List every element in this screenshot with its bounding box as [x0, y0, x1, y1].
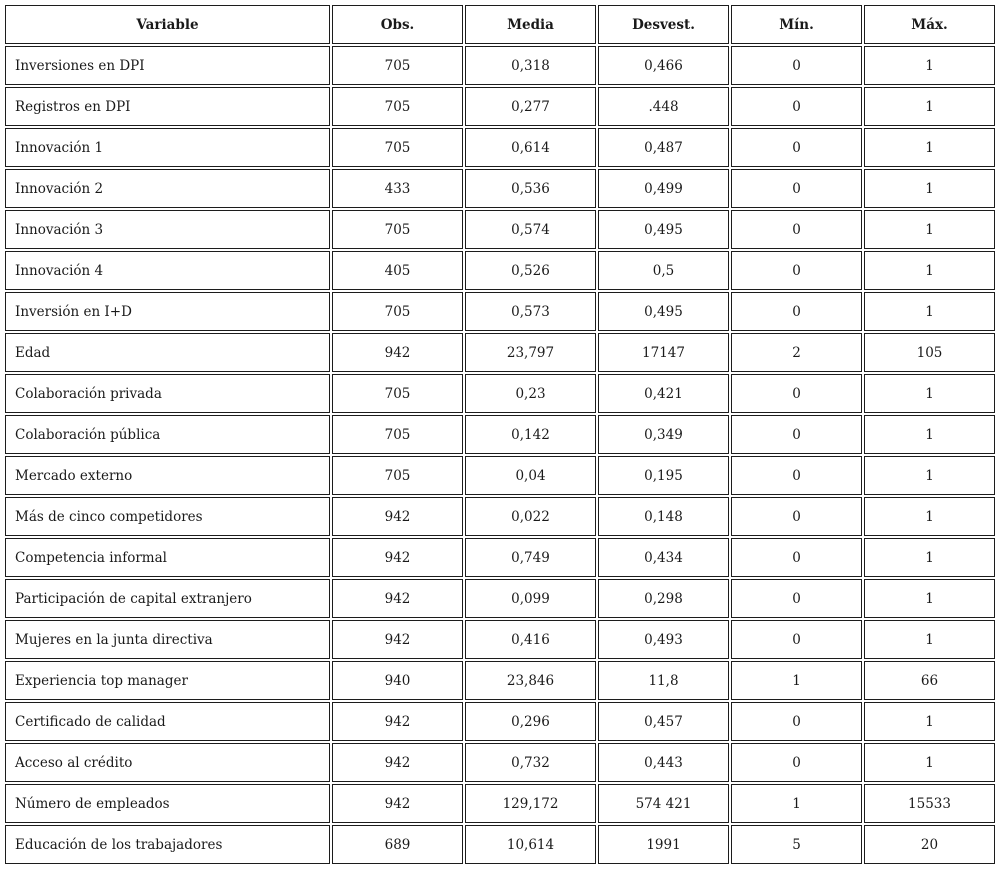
desvest-cell: 0,495: [598, 210, 729, 249]
max-cell: 1: [864, 415, 995, 454]
variable-cell: Número de empleados: [5, 784, 330, 823]
obs-cell: 942: [332, 620, 463, 659]
min-cell: 0: [731, 210, 862, 249]
desvest-cell: 11,8: [598, 661, 729, 700]
min-cell: 5: [731, 825, 862, 864]
desvest-cell: 0,493: [598, 620, 729, 659]
max-cell: 1: [864, 374, 995, 413]
media-cell: 10,614: [465, 825, 596, 864]
desvest-cell: 0,499: [598, 169, 729, 208]
obs-cell: 433: [332, 169, 463, 208]
max-cell: 105: [864, 333, 995, 372]
table-row: [5, 825, 995, 864]
variable-cell: Colaboración pública: [5, 415, 330, 454]
table-row: [5, 415, 995, 454]
media-cell: 0,099: [465, 579, 596, 618]
obs-cell: 942: [332, 784, 463, 823]
min-cell: 2: [731, 333, 862, 372]
table-row: [5, 128, 995, 167]
max-cell: 1: [864, 210, 995, 249]
variable-cell: Inversiones en DPI: [5, 46, 330, 85]
variable-cell: Innovación 3: [5, 210, 330, 249]
obs-cell: 942: [332, 702, 463, 741]
max-cell: 1: [864, 702, 995, 741]
obs-cell: 940: [332, 661, 463, 700]
media-cell: 23,846: [465, 661, 596, 700]
obs-cell: 942: [332, 538, 463, 577]
max-cell: 20: [864, 825, 995, 864]
variable-cell: Innovación 4: [5, 251, 330, 290]
desvest-cell: 0,349: [598, 415, 729, 454]
table-row: [5, 743, 995, 782]
media-cell: 0,23: [465, 374, 596, 413]
max-cell: 1: [864, 292, 995, 331]
obs-cell: 705: [332, 87, 463, 126]
media-cell: 23,797: [465, 333, 596, 372]
table-row: [5, 251, 995, 290]
table-row: [5, 333, 995, 372]
table-row: [5, 169, 995, 208]
header-variable: Variable: [5, 5, 330, 44]
max-cell: 1: [864, 620, 995, 659]
media-cell: 0,614: [465, 128, 596, 167]
obs-cell: 705: [332, 46, 463, 85]
desvest-cell: 0,487: [598, 128, 729, 167]
max-cell: 1: [864, 251, 995, 290]
min-cell: 0: [731, 497, 862, 536]
min-cell: 0: [731, 374, 862, 413]
max-cell: 1: [864, 456, 995, 495]
max-cell: 1: [864, 46, 995, 85]
desvest-cell: .448: [598, 87, 729, 126]
variable-cell: Mercado externo: [5, 456, 330, 495]
min-cell: 0: [731, 415, 862, 454]
variable-cell: Educación de los trabajadores: [5, 825, 330, 864]
variable-cell: Innovación 2: [5, 169, 330, 208]
variable-cell: Participación de capital extranjero: [5, 579, 330, 618]
desvest-cell: 17147: [598, 333, 729, 372]
obs-cell: 942: [332, 579, 463, 618]
desvest-cell: 1991: [598, 825, 729, 864]
desvest-cell: 0,195: [598, 456, 729, 495]
table-row: [5, 456, 995, 495]
table-row: [5, 702, 995, 741]
media-cell: 0,022: [465, 497, 596, 536]
min-cell: 0: [731, 620, 862, 659]
media-cell: 0,536: [465, 169, 596, 208]
media-cell: 0,04: [465, 456, 596, 495]
obs-cell: 689: [332, 825, 463, 864]
table-body: [5, 46, 995, 864]
desvest-cell: 0,434: [598, 538, 729, 577]
table-row: [5, 46, 995, 85]
min-cell: 0: [731, 702, 862, 741]
min-cell: 0: [731, 743, 862, 782]
min-cell: 0: [731, 292, 862, 331]
max-cell: 1: [864, 538, 995, 577]
min-cell: 0: [731, 46, 862, 85]
header-max: Máx.: [864, 5, 995, 44]
variable-cell: Experiencia top manager: [5, 661, 330, 700]
media-cell: 0,142: [465, 415, 596, 454]
min-cell: 1: [731, 661, 862, 700]
table-row: [5, 661, 995, 700]
media-cell: 0,574: [465, 210, 596, 249]
media-cell: 0,573: [465, 292, 596, 331]
header-min: Mín.: [731, 5, 862, 44]
min-cell: 0: [731, 251, 862, 290]
table-row: [5, 784, 995, 823]
desvest-cell: 0,5: [598, 251, 729, 290]
min-cell: 0: [731, 579, 862, 618]
max-cell: 1: [864, 497, 995, 536]
obs-cell: 942: [332, 497, 463, 536]
media-cell: 0,277: [465, 87, 596, 126]
desvest-cell: 0,421: [598, 374, 729, 413]
variable-cell: Más de cinco competidores: [5, 497, 330, 536]
header-desvest: Desvest.: [598, 5, 729, 44]
obs-cell: 705: [332, 415, 463, 454]
min-cell: 0: [731, 456, 862, 495]
obs-cell: 405: [332, 251, 463, 290]
obs-cell: 705: [332, 210, 463, 249]
desvest-cell: 0,495: [598, 292, 729, 331]
table-row: [5, 620, 995, 659]
table-row: [5, 87, 995, 126]
desvest-cell: 574 421: [598, 784, 729, 823]
desvest-cell: 0,466: [598, 46, 729, 85]
max-cell: 15533: [864, 784, 995, 823]
min-cell: 0: [731, 87, 862, 126]
max-cell: 66: [864, 661, 995, 700]
max-cell: 1: [864, 128, 995, 167]
media-cell: 0,732: [465, 743, 596, 782]
obs-cell: 705: [332, 374, 463, 413]
table-row: [5, 292, 995, 331]
desvest-cell: 0,148: [598, 497, 729, 536]
table-row: [5, 579, 995, 618]
obs-cell: 705: [332, 292, 463, 331]
media-cell: 0,416: [465, 620, 596, 659]
desvest-cell: 0,443: [598, 743, 729, 782]
header-row: [5, 5, 995, 44]
max-cell: 1: [864, 169, 995, 208]
variable-cell: Acceso al crédito: [5, 743, 330, 782]
min-cell: 1: [731, 784, 862, 823]
header-obs: Obs.: [332, 5, 463, 44]
variable-cell: Certificado de calidad: [5, 702, 330, 741]
descriptive-statistics-table: [3, 3, 995, 866]
variable-cell: Innovación 1: [5, 128, 330, 167]
max-cell: 1: [864, 87, 995, 126]
min-cell: 0: [731, 128, 862, 167]
desvest-cell: 0,298: [598, 579, 729, 618]
min-cell: 0: [731, 538, 862, 577]
obs-cell: 705: [332, 456, 463, 495]
media-cell: 0,318: [465, 46, 596, 85]
variable-cell: Inversión en I+D: [5, 292, 330, 331]
variable-cell: Registros en DPI: [5, 87, 330, 126]
max-cell: 1: [864, 743, 995, 782]
min-cell: 0: [731, 169, 862, 208]
media-cell: 0,296: [465, 702, 596, 741]
table-row: [5, 210, 995, 249]
obs-cell: 942: [332, 743, 463, 782]
table-row: [5, 497, 995, 536]
variable-cell: Colaboración privada: [5, 374, 330, 413]
obs-cell: 705: [332, 128, 463, 167]
table-row: [5, 374, 995, 413]
variable-cell: Competencia informal: [5, 538, 330, 577]
max-cell: 1: [864, 579, 995, 618]
variable-cell: Mujeres en la junta directiva: [5, 620, 330, 659]
table-row: [5, 538, 995, 577]
table-header: [5, 5, 995, 44]
obs-cell: 942: [332, 333, 463, 372]
media-cell: 0,749: [465, 538, 596, 577]
header-media: Media: [465, 5, 596, 44]
media-cell: 0,526: [465, 251, 596, 290]
variable-cell: Edad: [5, 333, 330, 372]
media-cell: 129,172: [465, 784, 596, 823]
desvest-cell: 0,457: [598, 702, 729, 741]
